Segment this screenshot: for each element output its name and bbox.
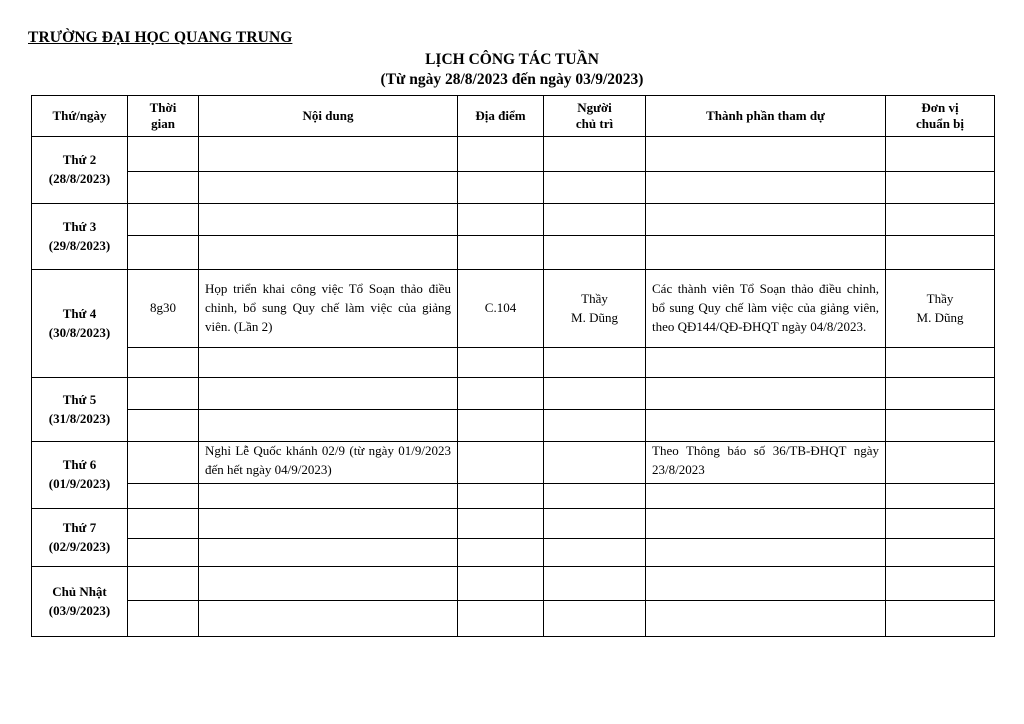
- col-attendees-header: Thành phần tham dự: [646, 96, 886, 137]
- table-row: [32, 509, 995, 539]
- event-host: Thầy M. Dũng: [544, 270, 646, 348]
- event-attendees: Các thành viên Tổ Soạn thảo điều chỉnh, bổ sung Quy chế làm việc của giảng viên, theo QĐ144/QĐ-ĐHQT ngày 04/8/2023.: [646, 270, 886, 348]
- table-row: [32, 484, 995, 509]
- page-subtitle: (Từ ngày 28/8/2023 đến ngày 03/9/2023): [380, 71, 644, 88]
- event-prep-unit: Thầy M. Dũng: [886, 270, 995, 348]
- col-day-header: Thứ/ngày: [32, 96, 128, 137]
- holiday-content: Nghỉ Lễ Quốc khánh 02/9 (từ ngày 01/9/2023 đến hết ngày 04/9/2023): [199, 442, 458, 484]
- table-row: [32, 567, 995, 601]
- event-content: Họp triển khai công việc Tổ Soạn thảo điều chỉnh, bổ sung Quy chế làm việc của giảng viên. (Lần 2): [199, 270, 458, 348]
- day-cell-wed: Thứ 4 (30/8/2023): [32, 270, 128, 378]
- school-name: TRƯỜNG ĐẠI HỌC QUANG TRUNG: [28, 29, 293, 46]
- col-content-header: Nội dung: [199, 96, 458, 137]
- table-row: [32, 348, 995, 378]
- table-row: [32, 236, 995, 270]
- day-cell-fri: Thứ 6 (01/9/2023): [32, 442, 128, 509]
- event-time: 8g30: [128, 270, 199, 348]
- day-cell-tue: Thứ 3 (29/8/2023): [32, 204, 128, 270]
- col-host-header: Người chủ trì: [544, 96, 646, 137]
- day-cell-thu: Thứ 5 (31/8/2023): [32, 378, 128, 442]
- schedule-table: [31, 95, 995, 637]
- table-row: [32, 172, 995, 204]
- col-location-header: Địa điểm: [458, 96, 544, 137]
- event-location: C.104: [458, 270, 544, 348]
- table-row: [32, 601, 995, 637]
- day-cell-sun: Chủ Nhật (03/9/2023): [32, 567, 128, 637]
- day-cell-sat: Thứ 7 (02/9/2023): [32, 509, 128, 567]
- table-row: [32, 270, 995, 348]
- holiday-attendees: Theo Thông báo số 36/TB-ĐHQT ngày 23/8/2023: [646, 442, 886, 484]
- table-row: [32, 442, 995, 484]
- header-row: [32, 96, 995, 137]
- table-row: [32, 410, 995, 442]
- table-row: [32, 539, 995, 567]
- table-row: [32, 204, 995, 236]
- col-time-header: Thời gian: [128, 96, 199, 137]
- col-prep-header: Đơn vị chuẩn bị: [886, 96, 995, 137]
- day-cell-mon: Thứ 2 (28/8/2023): [32, 137, 128, 204]
- table-row: [32, 378, 995, 410]
- page-title: LỊCH CÔNG TÁC TUẦN: [425, 51, 599, 68]
- table-row: [32, 137, 995, 172]
